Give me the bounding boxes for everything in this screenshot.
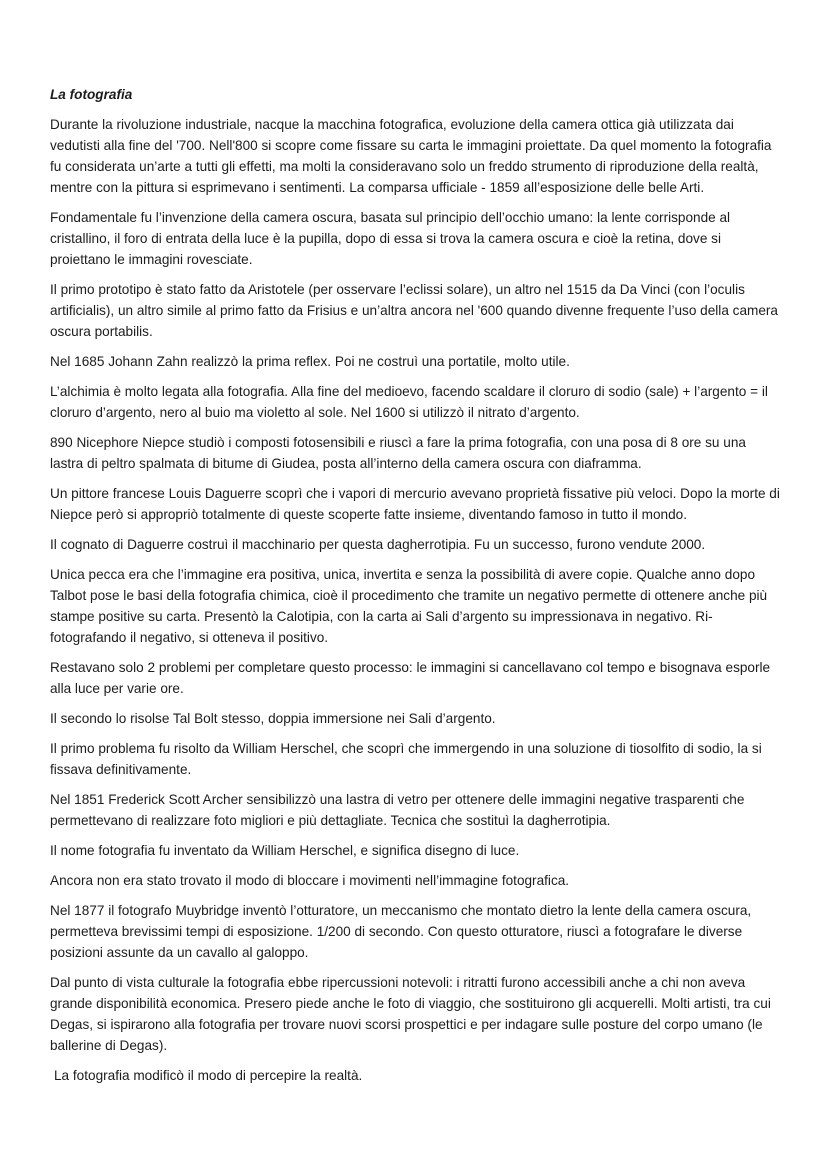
paragraph-archer: Nel 1851 Frederick Scott Archer sensibilizzò una lastra di vetro per ottenere delle immagini negative trasparenti che permettevano di realizzare foto migliori e più dettagliate. Tecnica che sostituì la dagherrotipia. (50, 792, 745, 828)
paragraph-talbot-calotipia: Unica pecca era che l’immagine era positiva, unica, invertita e senza la possibilità di avere copie. Qualche anno dopo Talbot pose le basi della fotografia chimica, cioè il procedimento che tramite un negativo permette di ottenere anche più stampe positive su carta. Presentò la Calotipia, con la carta ai Sali d’argento su impressionava in negativo. Ri-fotografando il negativo, si otteneva il positivo. (50, 567, 768, 645)
paragraph-culturale: Dal punto di vista culturale la fotografia ebbe ripercussioni notevoli: i ritratti furono accessibili anche a chi non aveva grande disponibilità economica. Presero piede anche le foto di viaggio, che sostituirono gli acquerelli. Molti artisti, tra cui Degas, si ispirarono alla fotografia per trovare nuovi scorsi prospettici e per indagare sulle posture del corpo umano (le ballerine di Degas). (50, 975, 771, 1053)
paragraph-conclusione: La fotografia modificò il modo di percepire la realtà. (54, 1068, 363, 1083)
paragraph-nome-fotografia: Il nome fotografia fu inventato da William Herschel, e significa disegno di luce. (50, 843, 520, 858)
paragraph-dagherrotipia: Il cognato di Daguerre costruì il macchinario per questa dagherrotipia. Fu un successo, furono vendute 2000. (50, 537, 706, 552)
paragraph-muybridge: Nel 1877 il fotografo Muybridge inventò l’otturatore, un meccanismo che montato dietro la lente della camera oscura, permetteva brevissimi tempi di esposizione. 1/200 di secondo. Con questo otturatore, riuscì a fotografare le diverse posizioni assunte da un cavallo al galoppo. (50, 903, 752, 960)
paragraph-secondo-problema: Il secondo lo risolse Tal Bolt stesso, doppia immersione nei Sali d’argento. (50, 711, 496, 726)
paragraph-rivoluzione-industriale: Durante la rivoluzione industriale, nacque la macchina fotografica, evoluzione della camera ottica già utilizzata dai vedutisti alla fine del '700. Nell'800 si scopre come fissare su carta le immagini proiettate. Da quel momento la fotografia fu considerata un’arte a tutti gli effetti, ma molti la consideravano solo un freddo strumento di riproduzione della realtà, mentre con la pittura si esprimevano i sentimenti. La comparsa ufficiale - 1859 all’esposizione delle belle Arti. (50, 117, 772, 195)
document-title: La fotografia (50, 87, 133, 102)
paragraph-camera-oscura: Fondamentale fu l’invenzione della camera oscura, basata sul principio dell’occhio umano: la lente corrisponde al cristallino, il foro di entrata della luce è la pupilla, dopo di essa si trova la camera oscura e cioè la retina, dove si proiettano le immagini rovesciate. (50, 210, 731, 267)
paragraph-prima-reflex: Nel 1685 Johann Zahn realizzò la prima reflex. Poi ne costruì una portatile, molto utile. (50, 354, 570, 369)
paragraph-niepce: 890 Nicephore Niepce studiò i composti fotosensibili e riuscì a fare la prima fotografia, con una posa di 8 ore su una lastra di peltro spalmata di bitume di Giudea, posta all’interno della camera oscura con diaframma. (50, 435, 746, 471)
paragraph-movimenti: Ancora non era stato trovato il modo di bloccare i movimenti nell’immagine fotografica. (50, 873, 570, 888)
paragraph-primo-problema: Il primo problema fu risolto da William Herschel, che scoprì che immergendo in una soluzione di tiosolfito di sodio, la si fissava definitivamente. (50, 741, 762, 777)
paragraph-problemi: Restavano solo 2 problemi per completare questo processo: le immagini si cancellavano col tempo e bisognava esporle alla luce per varie ore. (50, 660, 771, 696)
paragraph-daguerre: Un pittore francese Louis Daguerre scoprì che i vapori di mercurio avevano proprietà fissative più veloci. Dopo la morte di Niepce però si appropriò totalmente di queste scoperte fatte insieme, diventando famoso in tutto il mondo. (50, 486, 780, 522)
paragraph-primo-prototipo: Il primo prototipo è stato fatto da Aristotele (per osservare l’eclissi solare), un altro nel 1515 da Da Vinci (con l’oculis artificialis), un altro simile al primo fatto da Frisius e un’altra ancora nel '600 quando divenne frequente l’uso della camera oscura portabilis. (50, 282, 778, 339)
document-page (50, 84, 782, 1095)
paragraph-alchimia: L’alchimia è molto legata alla fotografia. Alla fine del medioevo, facendo scaldare il cloruro di sodio (sale) + l’argento = il cloruro d’argento, nero al buio ma violetto al sole. Nel 1600 si utilizzò il nitrato d’argento. (50, 384, 768, 420)
